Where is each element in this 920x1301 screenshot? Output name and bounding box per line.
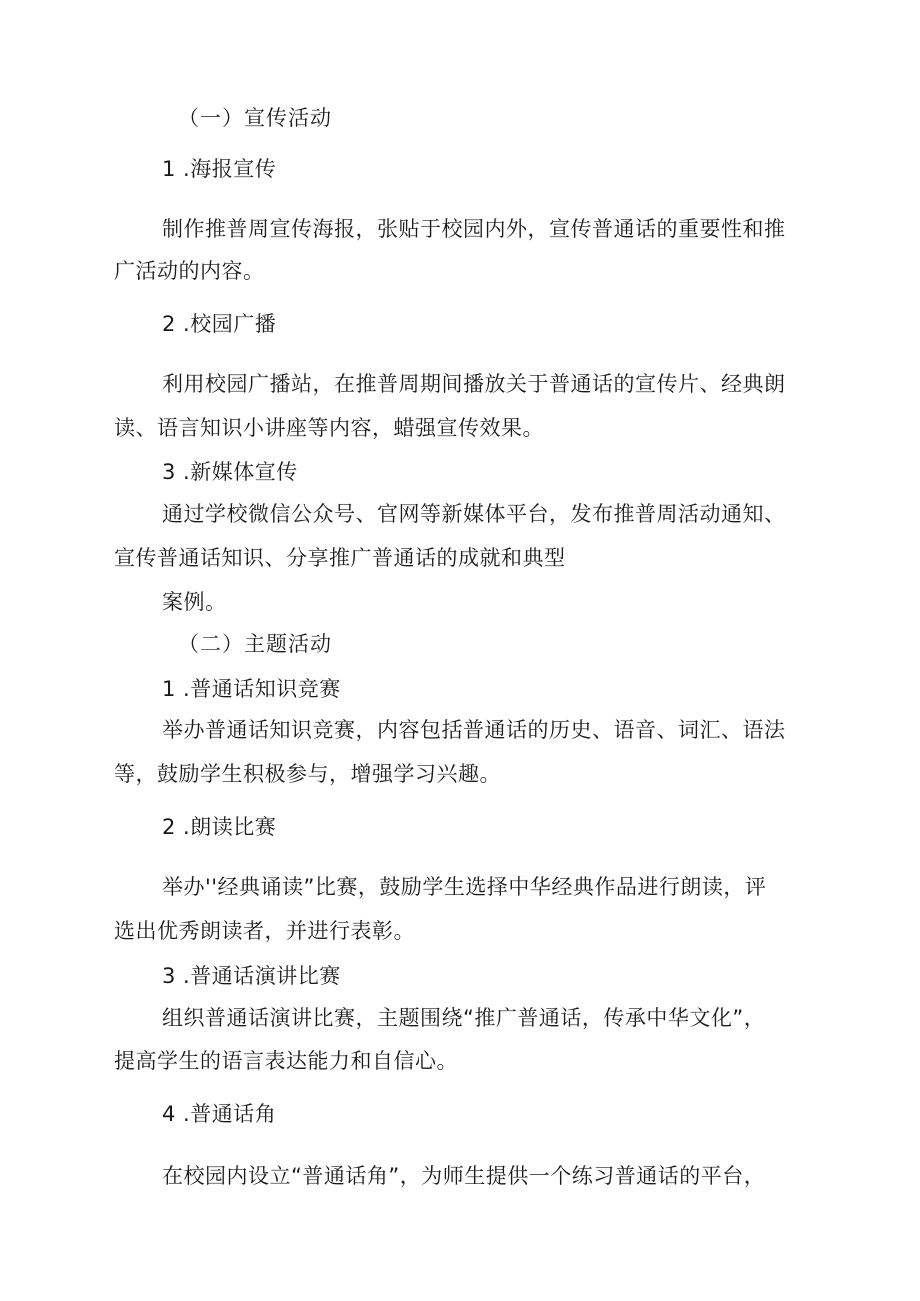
item-title-poster: 1 .海报宣传 xyxy=(162,157,277,181)
paragraph-line: 举办普通话知识竞赛，内容包括普通话的历史、语音、词汇、语法 xyxy=(162,718,786,742)
paragraph-line: 提高学生的语言表达能力和自信心。 xyxy=(114,1049,458,1073)
paragraph-line: 读、语言知识小讲座等内容，蜡强宣传效果。 xyxy=(114,416,544,440)
paragraph-line: 通过学校微信公众号、官网等新媒体平台，发布推普周活动通知、 xyxy=(162,502,786,526)
paragraph-line: 宣传普通话知识、分享推广普通话的成就和典型 xyxy=(114,546,566,570)
paragraph-line: 等，鼓励学生积极参与，增强学习兴趣。 xyxy=(114,762,501,786)
item-title-knowledge-contest: 1 .普通话知识竞赛 xyxy=(162,677,341,701)
section-heading-theme: （二）主题活动 xyxy=(178,632,332,656)
item-title-radio: 2 .校园广播 xyxy=(162,312,277,336)
item-title-speech-contest: 3 .普通话演讲比赛 xyxy=(162,964,341,988)
paragraph-line: 案例。 xyxy=(162,590,227,614)
paragraph-line: 制作推普周宣传海报，张贴于校园内外，宣传普通话的重要性和推 xyxy=(162,217,786,241)
paragraph-line: 广活动的内容。 xyxy=(114,259,265,283)
item-title-reading-contest: 2 .朗读比赛 xyxy=(162,815,277,839)
paragraph-line: 举办''经典诵读”比赛，鼓励学生选择中华经典作品进行朗读，评 xyxy=(162,875,767,899)
paragraph-line: 利用校园广播站，在推普周期间播放关于普通话的宣传片、经典朗 xyxy=(162,372,786,396)
item-title-new-media: 3 .新媒体宣传 xyxy=(162,460,298,484)
paragraph-line: 组织普通话演讲比赛，主题围绕“推广普通话，传承中华文化”， xyxy=(162,1006,766,1030)
item-title-mandarin-corner: 4 .普通话角 xyxy=(162,1102,277,1126)
section-heading-publicity: （一）宣传活动 xyxy=(178,106,332,130)
paragraph-line: 在校园内设立“普通话角”，为师生提供一个练习普通话的平台， xyxy=(162,1164,766,1188)
paragraph-line: 选出优秀朗读者，并进行表彰。 xyxy=(114,919,415,943)
